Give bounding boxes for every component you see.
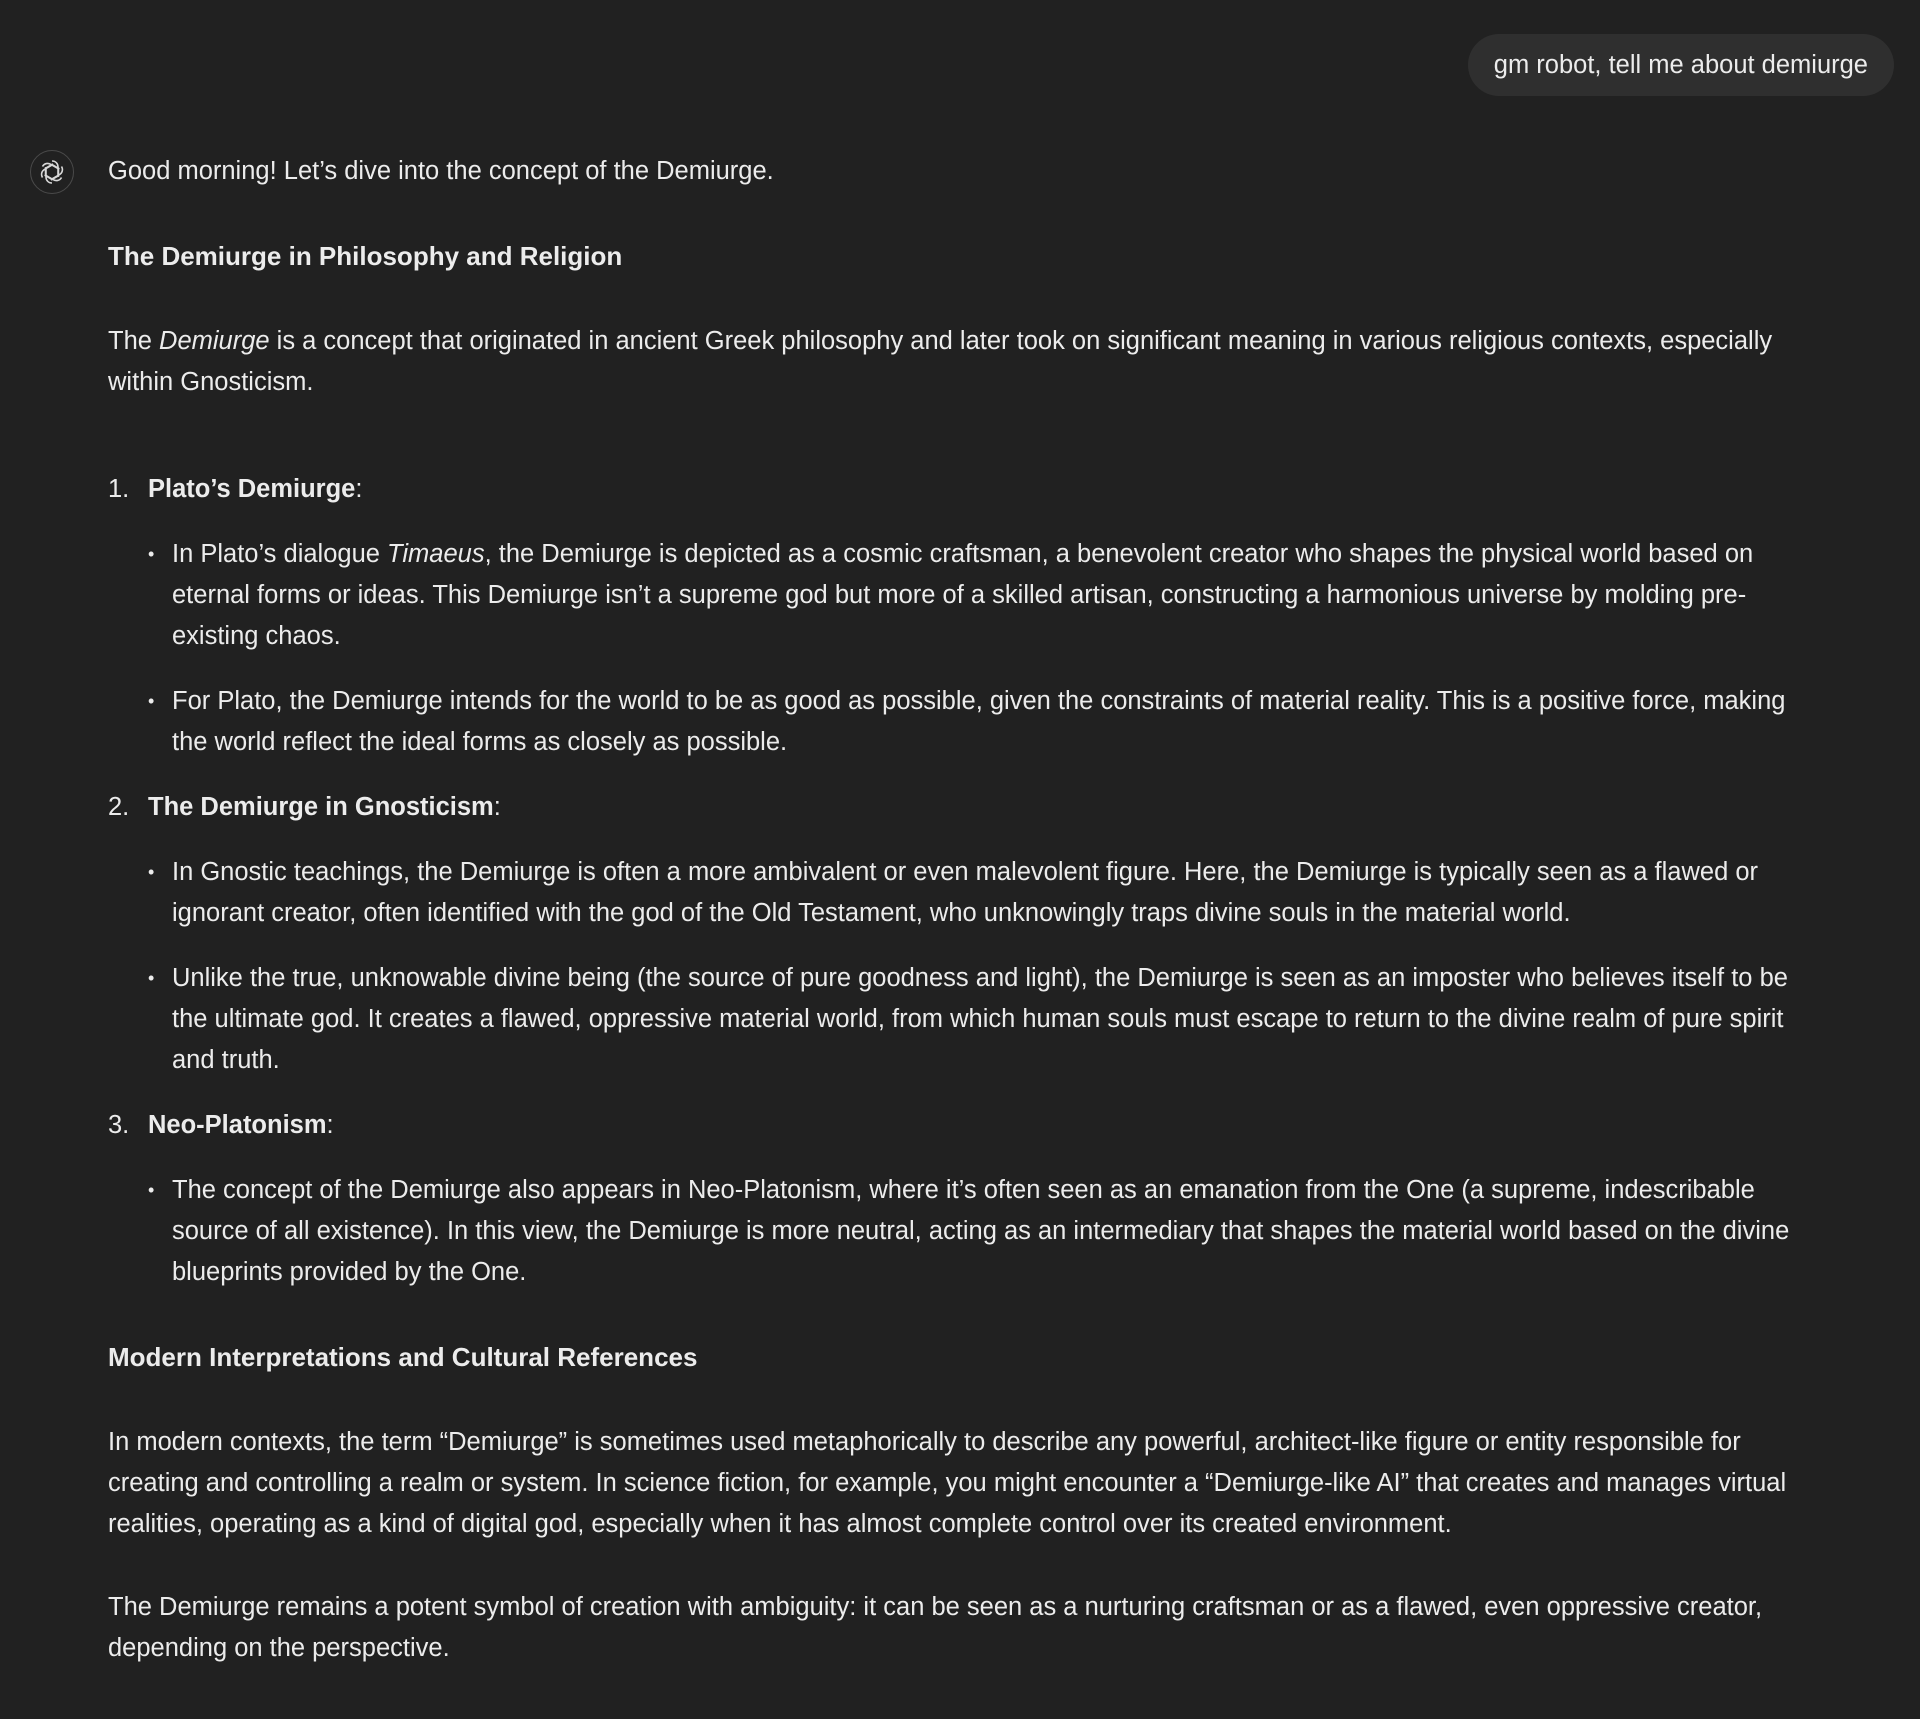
definition-paragraph xyxy=(108,321,1808,403)
user-message-row xyxy=(1468,34,1894,96)
bullet-item xyxy=(148,534,1808,657)
heading-philosophy-religion: The Demiurge in Philosophy and Religion xyxy=(108,241,623,271)
bullet-text-post: , the Demiurge is depicted as a cosmic craftsman, a benevolent creator who shapes the physical world based on eternal forms or ideas. This Demiurge isn’t a supreme god but more of a skilled artisan, constructing a harmonious universe by molding pre-existing chaos. xyxy=(172,540,1754,650)
section-item xyxy=(108,1105,1808,1293)
bullet-list xyxy=(148,1170,1808,1293)
heading-modern-interpretations: Modern Interpretations and Cultural References xyxy=(108,1342,698,1372)
section-suffix: : xyxy=(355,475,363,503)
definition-post: is a concept that originated in ancient Greek philosophy and later took on significant meaning in various religious contexts, especially within Gnosticism. xyxy=(108,327,1773,396)
bullet-dot: • xyxy=(148,968,155,988)
section-number: 2. xyxy=(108,793,130,821)
definition-emphasis: Demiurge xyxy=(159,327,270,355)
bullet-dot: • xyxy=(148,862,155,882)
bullet-list xyxy=(148,534,1808,763)
bullet-item xyxy=(148,958,1808,1081)
bullet-dot: • xyxy=(148,544,155,564)
section-title: Plato’s Demiurge xyxy=(148,475,356,503)
section-title: Neo-Platonism xyxy=(148,1111,327,1139)
section-title: The Demiurge in Gnosticism xyxy=(148,793,494,821)
section-number: 1. xyxy=(108,475,130,503)
section-item xyxy=(108,469,1808,763)
bullet-text-pre: In Plato’s dialogue xyxy=(172,540,388,568)
bullet-dot: • xyxy=(148,1180,155,1200)
user-message-bubble: gm robot, tell me about demiurge xyxy=(1468,34,1894,96)
bullet-dot: • xyxy=(148,691,155,711)
assistant-avatar xyxy=(30,150,74,194)
final-paragraph: The Demiurge remains a potent symbol of creation with ambiguity: it can be seen as a nurturing craftsman or as a flawed, even oppressive creator, depending on the perspective. xyxy=(108,1593,1763,1662)
bullet-text-emphasis: Timaeus xyxy=(387,540,485,568)
bullet-text: For Plato, the Demiurge intends for the world to be as good as possible, given the constraints of material reality. This is a positive force, making the world reflect the ideal forms as closely as possible. xyxy=(172,687,1786,756)
bullet-text: The concept of the Demiurge also appears in Neo-Platonism, where it’s often seen as an emanation from the One (a supreme, indescribable source of all existence). In this view, the Demiurge is more neutral, acting as an intermediary that shapes the material world based on the divine blueprints provided by the One. xyxy=(172,1176,1790,1286)
bullet-item xyxy=(148,852,1808,934)
bullet-list xyxy=(148,852,1808,1081)
assistant-message xyxy=(108,150,1808,1669)
bullet-text: In Gnostic teachings, the Demiurge is often a more ambivalent or even malevolent figure. Here, the Demiurge is typically seen as a flawed or ignorant creator, often identified with the god of the Old Testament, who unknowingly traps divine souls in the material world. xyxy=(172,858,1759,927)
intro-paragraph: Good morning! Let’s dive into the concept of the Demiurge. xyxy=(108,157,774,185)
section-item xyxy=(108,787,1808,1081)
bullet-item xyxy=(148,1170,1808,1293)
modern-paragraph: In modern contexts, the term “Demiurge” is sometimes used metaphorically to describe any powerful, architect-like figure or entity responsible for creating and controlling a realm or system. In science fiction, for example, you might encounter a “Demiurge-like AI” that creates and manages virtual realities, operating as a kind of digital god, especially when it has almost complete control over its created environment. xyxy=(108,1428,1787,1538)
definition-pre: The xyxy=(108,327,160,355)
sections-list xyxy=(108,469,1808,1293)
bullet-text: Unlike the true, unknowable divine being (the source of pure goodness and light), the Demiurge is seen as an imposter who believes itself to be the ultimate god. It creates a flawed, oppressive material world, from which human souls must escape to return to the divine realm of pure spirit and truth. xyxy=(172,964,1788,1074)
bullet-item xyxy=(148,681,1808,763)
section-suffix: : xyxy=(326,1111,334,1139)
section-number: 3. xyxy=(108,1111,130,1139)
section-suffix: : xyxy=(493,793,501,821)
openai-logo-icon xyxy=(37,157,67,187)
